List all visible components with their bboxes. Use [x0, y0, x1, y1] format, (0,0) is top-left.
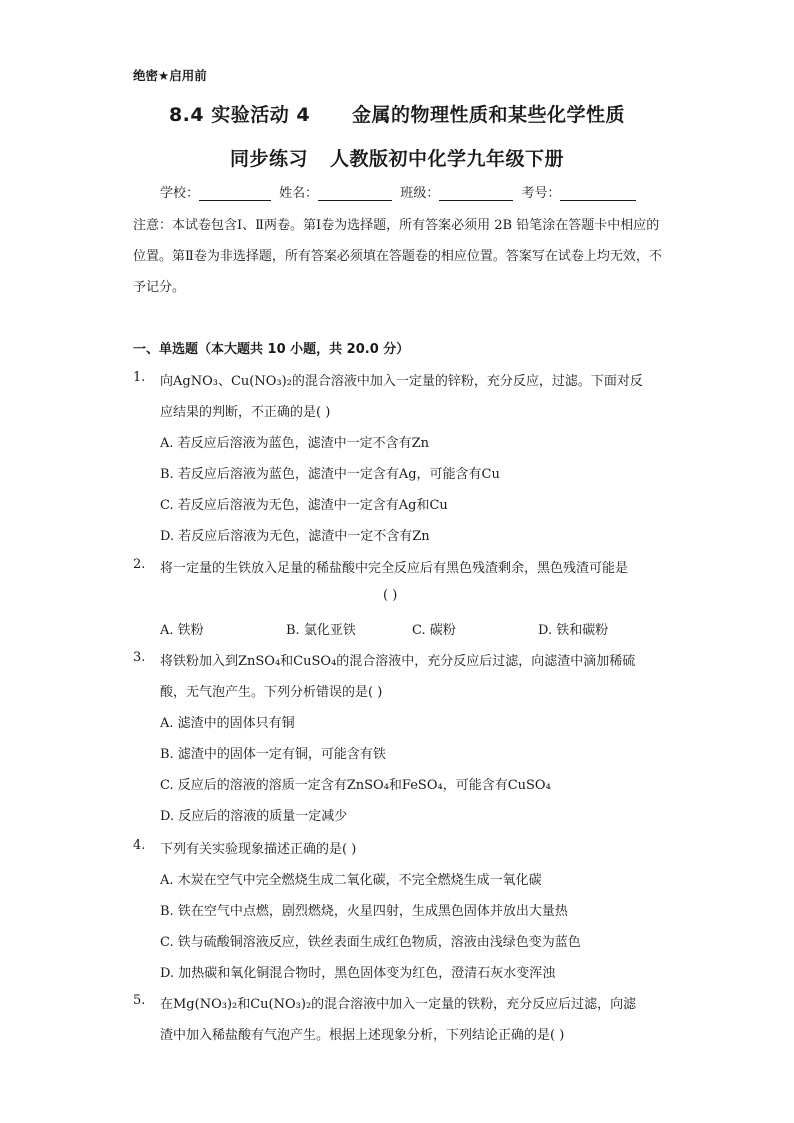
- school-label: 学校：: [160, 186, 200, 201]
- q2-option-d[interactable]: D. 铁和碳粉: [538, 623, 609, 638]
- q4-option-b[interactable]: B. 铁在空气中点燃，剧烈燃烧，火星四射，生成黑色固体并放出大量热: [160, 904, 568, 919]
- q3-option-c[interactable]: C. 反应后的溶液的溶质一定含有ZnSO₄和FeSO₄，可能含有CuSO₄: [160, 778, 551, 793]
- section-heading: 一、单选题（本大题共 10 小题，共 20.0 分）: [133, 342, 410, 357]
- q3-option-d[interactable]: D. 反应后的溶液的质量一定减少: [160, 809, 348, 824]
- title-textbook: 人教版初中化学九年级下册: [330, 148, 565, 170]
- exam-no-label: 考号：: [521, 186, 561, 201]
- q4-option-c[interactable]: C. 铁与硫酸铜溶液反应，铁丝表面生成红色物质，溶液由浅绿色变为蓝色: [160, 935, 581, 950]
- q3-option-a[interactable]: A. 滤渣中的固体只有铜: [160, 716, 295, 731]
- title-practice: 同步练习: [229, 148, 308, 170]
- q2-option-b[interactable]: B. 氯化亚铁: [286, 623, 356, 638]
- q4-number: 4.: [133, 838, 146, 853]
- q1-option-b[interactable]: B. 若反应后溶液为蓝色，滤渣中一定含有Ag，可能含有Cu: [160, 467, 500, 482]
- q4-stem-line1: 下列有关实验现象描述正确的是( ): [160, 842, 357, 857]
- title-line-1: [0, 100, 794, 127]
- q1-stem-line2: 应结果的判断，不正确的是( ): [160, 405, 331, 420]
- q1-option-a[interactable]: A. 若反应后溶液为蓝色，滤渣中一定不含有Zn: [160, 436, 430, 451]
- q2-option-a[interactable]: A. 铁粉: [160, 623, 204, 638]
- class-blank[interactable]: [439, 186, 513, 201]
- q3-stem-line2: 酸，无气泡产生。下列分析错误的是( ): [160, 685, 383, 700]
- q5-number: 5.: [133, 993, 146, 1008]
- q1-option-d[interactable]: D. 若反应后溶液为无色，滤渣中一定不含有Zn: [160, 529, 430, 544]
- q5-stem-line1: 在Mg(NO₃)₂和Cu(NO₃)₂的混合溶液中加入一定量的铁粉，充分反应后过滤，向滤: [160, 997, 637, 1012]
- secret-label: 绝密★启用前: [133, 68, 207, 83]
- q1-stem-line1: 向AgNO₃、Cu(NO₃)₂的混合溶液中加入一定量的锌粉，充分反应，过滤。下面对反: [160, 374, 643, 389]
- exam-no-blank[interactable]: [560, 186, 636, 201]
- instructions-note: 注意：本试卷包含Ⅰ、Ⅱ两卷。第Ⅰ卷为选择题，所有答案必须用 2B 铅笔涂在答题卡中相应的位置。第Ⅱ卷为非选择题，所有答案必须填在答题卷的相应位置。答案写在试卷上均无效，不予记分。: [133, 218, 662, 295]
- q1-number: 1.: [133, 370, 146, 385]
- q2-option-c[interactable]: C. 碳粉: [412, 623, 456, 638]
- q1-option-c[interactable]: C. 若反应后溶液为无色，滤渣中一定含有Ag和Cu: [160, 498, 448, 513]
- q2-stem-line1: 将一定量的生铁放入足量的稀盐酸中完全反应后有黑色残渣剩余，黑色残渣可能是: [160, 561, 629, 576]
- student-info-row: [160, 182, 640, 201]
- q3-stem-line1: 将铁粉加入到ZnSO₄和CuSO₄的混合溶液中，充分反应后过滤，向滤渣中滴加稀硫: [160, 654, 636, 669]
- q3-number: 3.: [133, 650, 146, 665]
- name-label: 姓名：: [279, 186, 319, 201]
- q2-stem-line2: ( ): [383, 588, 398, 603]
- q4-option-d[interactable]: D. 加热碳和氧化铜混合物时，黑色固体变为红色，澄清石灰水变浑浊: [160, 966, 556, 981]
- q3-option-b[interactable]: B. 滤渣中的固体一定有铜，可能含有铁: [160, 747, 386, 762]
- q5-stem-line2: 渣中加入稀盐酸有气泡产生。根据上述现象分析，下列结论正确的是( ): [160, 1028, 565, 1043]
- title-line-2: [0, 144, 794, 171]
- title-topic: 金属的物理性质和某些化学性质: [352, 104, 626, 126]
- title-activity: 8.4 实验活动 4: [168, 104, 311, 126]
- q2-number: 2.: [133, 557, 146, 572]
- q4-option-a[interactable]: A. 木炭在空气中完全燃烧生成二氧化碳，不完全燃烧生成一氧化碳: [160, 873, 542, 888]
- name-blank[interactable]: [318, 186, 392, 201]
- class-label: 班级：: [400, 186, 440, 201]
- school-blank[interactable]: [199, 186, 271, 201]
